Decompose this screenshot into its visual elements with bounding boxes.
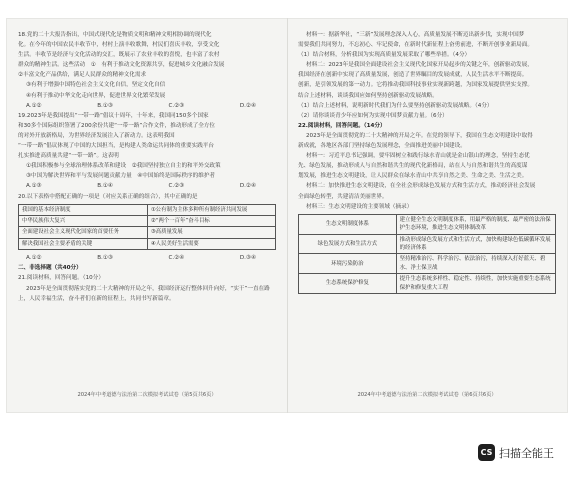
q18-line: 18.党的二十大报告指出，中国式现代化是物质文明和精神文明相协调的现代化 [18, 32, 212, 38]
q19-option-c: C.②③ [168, 183, 185, 190]
table-row [299, 234, 556, 254]
q18-line: 化。在今年的中国农民丰收节中，村村上演丰收歌舞，村民们喜庆丰收，享受文化 [18, 42, 220, 49]
page-fold-line [287, 18, 288, 413]
q18-line: 生活。丰收节是经济与文化活动的交汇，既展示了农业丰收的喜悦，也丰富了农村 [18, 52, 220, 59]
q22-line: 新成就，各地区各部门坚持绿色发展理念，全面推进美丽中国建设。 [298, 143, 466, 150]
q19-line: 19.2023年是我国提出“一带一路”倡议十周年，十年来，我国同150多个国家 [18, 112, 209, 119]
material-line: 结合上述材料，谈谈我国应如何坚持创新驱动发展战略。 [298, 92, 438, 99]
q21-line: 2023年是全面贯彻落实党的二十大精神的开局之年，我国经济运行整体回升向好，“实干”一直在路 [26, 285, 270, 292]
q22-line: 材料二：加快推进生态文明建设，在全社会形成绿色发展方式和生活方式，推动经济社会发展 [306, 183, 536, 190]
q19-line: “一带一路”倡议体现了中国的大国担当，是构建人类命运共同体的重要实践平台 [18, 143, 214, 150]
q20-options [18, 253, 276, 263]
section-title: 二、非选择题（共40分） [18, 265, 82, 272]
material-3-label: 材料三：生态文明建设的主要领域（摘录） [306, 203, 413, 210]
table-cell: 生态系统保护修复 [299, 274, 397, 294]
q22-line: 材料一：习近平总书记强调，要牢固树立和践行绿水青山就是金山银山的理念，坚持生态优 [306, 153, 530, 160]
q18-choice-line: ④有利于推动中华文化走向世界，促进世界文化繁荣发展 [26, 92, 166, 99]
q22-title: 22.阅读材料，回答问题。（14分） [298, 122, 386, 129]
q21-title: 21.阅读材料，回答问题。（10分） [18, 275, 104, 282]
q18-option-b: B.①③ [97, 102, 113, 109]
table-cell: 中华民族伟大复兴 [19, 216, 148, 227]
q22-line: 2023年是全面贯彻党的二十大精神的开局之年。在党的领导下，我国在生态文明建设中取得 [306, 132, 533, 139]
q20-table [18, 204, 276, 251]
table-row [299, 274, 556, 294]
q18-option-d: D.②④ [239, 102, 256, 109]
material-line: 创新，是引领发展的第一动力。它将推动我国科技事业实现新跨越，为国家发展提供坚实支撑。 [298, 82, 533, 89]
sub-question-1: （1）结合上述材料，说明新时代我们为什么要坚持创新驱动发展战略。（4分） [298, 102, 493, 109]
q22-line: 全面绿色转型，共建清洁美丽世界。 [298, 193, 388, 200]
app-name: 扫描全能王 [499, 446, 554, 460]
table-cell: ②“两个一百年”奋斗目标 [147, 216, 275, 227]
q20-option-a: A.①② [26, 255, 42, 262]
table-cell: 我国的基本经济制度 [19, 204, 148, 215]
table-row [299, 254, 556, 274]
material-line: 我国经济在创新中实现了高质量发展，创造了世界瞩目的发展成就，人民生活水平不断提高。 [298, 72, 528, 79]
q20-line: 20.以下表格中搭配正确的一项是（对应关系正确的组合），其中正确的是 [18, 193, 198, 200]
table-cell: 建立健全生态文明制度体系，用最严格的制度、最严密的法治保护生态环境，推进生态文明体制改革 [396, 214, 555, 234]
q19-line: 和30多个国际组织签署了200余份共建“一带一路”合作文件，推动形成了全方位 [18, 122, 215, 129]
table-row [19, 204, 276, 215]
material-line: （1）结合材料，分析我国为实现高质量发展采取了哪些举措。（4分） [298, 52, 471, 59]
q19-option-d: D.②④ [239, 183, 256, 190]
table-cell: 绿色发展方式和生活方式 [299, 234, 397, 254]
table-cell: ③高质量发展 [147, 227, 275, 238]
left-page [18, 30, 276, 402]
table-row [19, 216, 276, 227]
q21-line: 上，人民幸福生活，奋斗者们在新的征程上，共同书写新篇章。 [18, 295, 175, 302]
material-line: 需要我们共同努力，不忘初心、牢记使命，在新时代新征程上奋勇前进，不断开创事业新局面。 [298, 42, 533, 49]
q19-line: 的对外开放新格局，为世界经济发展注入了新动力。这表明我国 [18, 132, 175, 139]
page-footer: 2024年中考道德与法治第二次模拟考试试卷（第6页共6页） [357, 391, 497, 398]
q22-line: 划发展，推进生态文明建设，让人民群众在绿水青山中共享自然之美、生命之美、生活之美。 [298, 173, 528, 180]
table-row [299, 214, 556, 234]
q19-option-b: B.①④ [97, 183, 113, 190]
table-cell: ④人民美好生活需要 [147, 238, 275, 249]
q18-line: ②丰富文化产品供给，满足人民群众的精神文化需求 [18, 72, 147, 79]
q20-option-b: B.①③ [97, 255, 113, 262]
page-footer: 2024年中考道德与法治第二次模拟考试试卷（第5页共6页） [77, 391, 217, 398]
q19-line: 扎实推进高质量共建“一带一路”。这表明 [18, 153, 119, 160]
right-page [298, 30, 556, 402]
camscanner-watermark [478, 444, 554, 461]
q19-option-a: A.①③ [26, 183, 42, 190]
material-line: 材料一：据新华社，“三新”发展理念深入人心，高质量发展不断迈出新步伐，实现中国梦 [306, 32, 525, 38]
q18-option-c: C.②③ [168, 102, 185, 109]
q19-options [18, 181, 276, 191]
table-row [19, 227, 276, 238]
q20-option-d: D.③④ [239, 255, 256, 262]
q19-choice-line: ③中国为解决世界和平与发展问题贡献力量 ④中国始终是国际秩序的维护者 [26, 173, 216, 180]
camscanner-logo-icon: CS [478, 444, 495, 461]
table-cell: 推动形成绿色发展方式和生活方式，加快构建绿色低碳循环发展的经济体系 [396, 234, 555, 254]
table-cell: 解决我国社会主要矛盾的关键 [19, 238, 148, 249]
table-cell: 坚持精准治污、科学治污、依法治污，持续深入打好蓝天、碧水、净土保卫战 [396, 254, 555, 274]
table-row [19, 238, 276, 249]
table-cell: 环境污染防治 [299, 254, 397, 274]
q18-options [18, 101, 276, 111]
q22-table [298, 214, 556, 294]
q18-option-a: A.①② [26, 102, 42, 109]
q19-choice-line: ①我国积极参与全球治理体系改革和建设 ②我国坚持独立自主的和平外交政策 [26, 163, 221, 170]
q22-line: 先、绿色发展，推动形成人与自然和谐共生的现代化新格局，站在人与自然和谐共生的高度谋 [298, 163, 528, 170]
q18-line: 群众的精神生活。这些活动 ① 有利于推动文化资源共享，促进城乡文化融合发展 [18, 62, 225, 69]
q20-option-c: C.②④ [168, 255, 185, 262]
table-cell: 生态文明制度体系 [299, 214, 397, 234]
table-cell: 提升生态系统多样性、稳定性、持续性，加快实施重要生态系统保护和修复重大工程 [396, 274, 555, 294]
table-cell: ①公有制为主体多种所有制经济共同发展 [147, 204, 275, 215]
q18-choice-line: ③有利于增强中国特色社会主义文化自信，坚定文化自信 [26, 82, 166, 89]
material-line: 材料二：2023年是我国全面建设社会主义现代化国家开局起步的关键之年，创新驱动发展， [306, 62, 533, 69]
scanned-exam-sheet [6, 18, 568, 413]
sub-question-2: （2）请你谈谈青少年应如何为实现中国梦贡献力量。（6分） [298, 112, 448, 119]
table-cell: 全面建设社会主义现代化国家的首要任务 [19, 227, 148, 238]
